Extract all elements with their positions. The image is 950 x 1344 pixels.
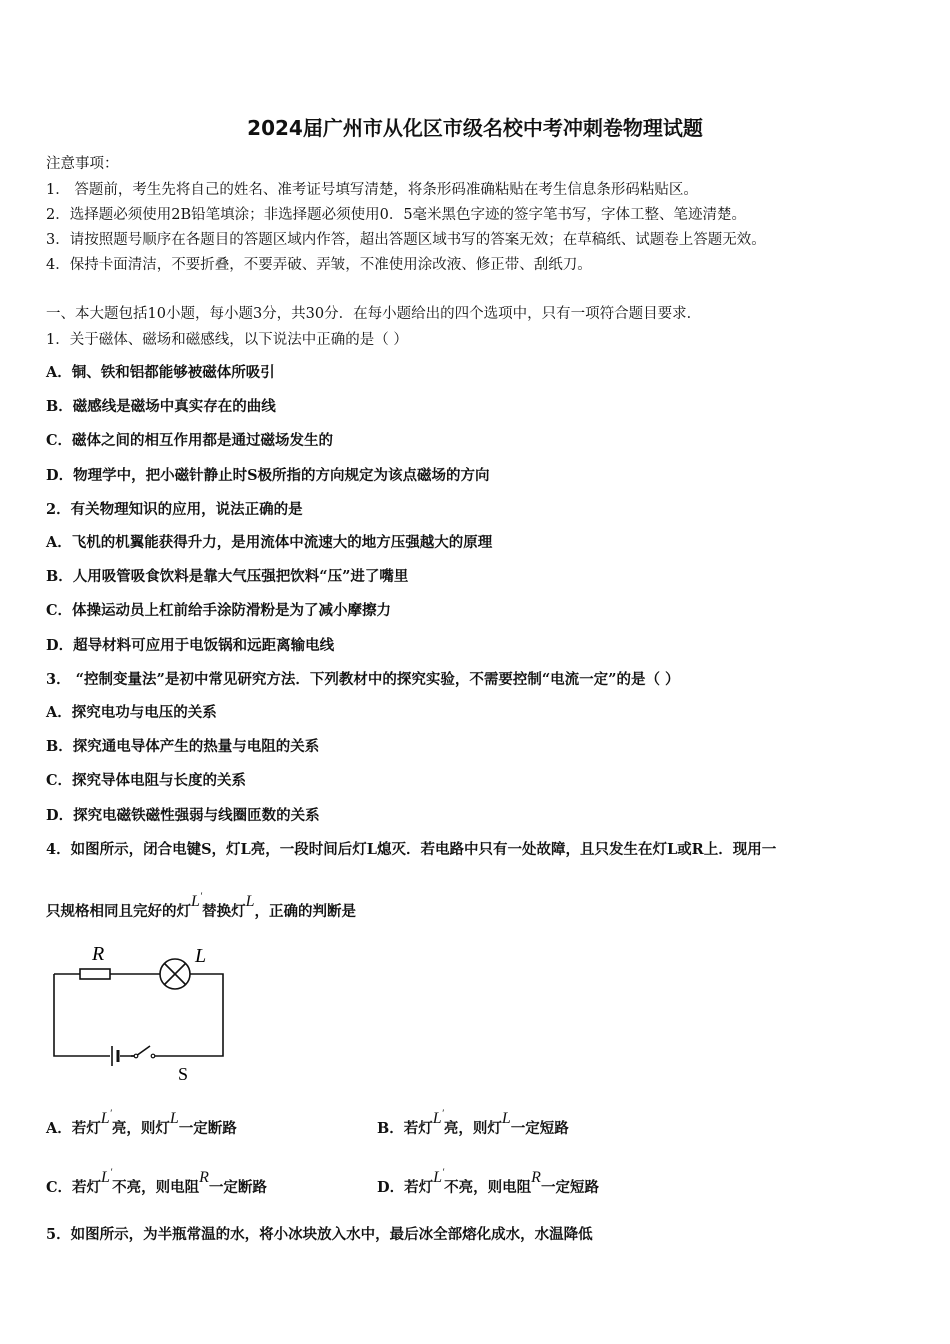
q2-option-d: D．超导材料可应用于电饭锅和远距离输电线: [46, 637, 335, 654]
q4-option-b: B．若灯L′亮，则灯L一定短路: [377, 1108, 569, 1137]
q3-option-d: D．探究电磁铁磁性强弱与线圈匝数的关系: [46, 807, 320, 824]
notice-heading: 注意事项：: [46, 156, 119, 172]
symbol-l: L: [169, 1110, 179, 1127]
question-4-stem: 4．如图所示，闭合电键S，灯L亮，一段时间后灯L熄灭．若电路中只有一处故障，且只发生在灯L或R上．现用一: [46, 841, 777, 858]
q4-option-a: A．若灯L′亮，则灯L一定断路: [46, 1108, 237, 1137]
symbol-l: L: [501, 1110, 511, 1127]
q4-text: 替换灯: [202, 903, 246, 920]
q3-option-b: B．探究通电导体产生的热量与电阻的关系: [46, 738, 320, 755]
q3-option-a: A．探究电功与电压的关系: [46, 704, 217, 721]
question-1-stem: 1．关于磁体、磁场和磁感线，以下说法中正确的是（ ）: [46, 332, 408, 348]
symbol-r: R: [531, 1169, 541, 1186]
q1-option-c: C．磁体之间的相互作用都是通过磁场发生的: [46, 432, 334, 449]
symbol-l-prime: L′: [432, 1108, 444, 1127]
switch-symbol: [131, 1046, 155, 1058]
q1-option-a: A．铜、铁和铝都能够被磁体所吸引: [46, 364, 275, 381]
q4-option-c: C．若灯L′不亮，则电阻R一定断路: [46, 1167, 267, 1196]
q1-option-d: D．物理学中，把小磁针静止时S极所指的方向规定为该点磁场的方向: [46, 467, 490, 484]
label-l: L: [195, 945, 207, 967]
label-s: S: [178, 1064, 189, 1084]
symbol-l-prime: L′: [191, 891, 203, 910]
symbol-r: R: [199, 1169, 209, 1186]
battery-symbol: [112, 1046, 118, 1066]
q4-text: ，正确的判断是: [254, 903, 356, 920]
symbol-l: L: [245, 893, 255, 910]
q4-text: 只规格相同且完好的灯: [46, 903, 191, 920]
circuit-diagram: [48, 940, 238, 1085]
q2-option-b: B．人用吸管吸食饮料是靠大气压强把饮料“压”进了嘴里: [46, 568, 409, 585]
notice-item: 2．选择题必须使用2B铅笔填涂；非选择题必须使用0．5毫米黑色字迹的签字笔书写，字体工整、笔迹清楚。: [46, 207, 747, 223]
symbol-l-prime: L′: [433, 1167, 445, 1186]
notice-item: 4．保持卡面清洁，不要折叠，不要弄破、弄皱，不准使用涂改液、修正带、刮纸刀。: [46, 257, 592, 273]
q3-option-c: C．探究导体电阻与长度的关系: [46, 772, 247, 789]
section-heading: 一、本大题包括10小题，每小题3分，共30分．在每小题给出的四个选项中，只有一项符合题目要求．: [46, 306, 702, 322]
question-2-stem: 2．有关物理知识的应用，说法正确的是: [46, 501, 303, 518]
page-title: 2024届广州市从化区市级名校中考冲刺卷物理试题: [247, 116, 703, 140]
question-3-stem: 3． “控制变量法”是初中常见研究方法．下列教材中的探究实验，不需要控制“电流一定”的是（ ）: [46, 671, 680, 688]
symbol-l-prime: L′: [101, 1167, 113, 1186]
q4-option-d: D．若灯L′不亮，则电阻R一定短路: [377, 1167, 599, 1196]
resistor-symbol: [80, 969, 110, 979]
symbol-l-prime: L′: [100, 1108, 112, 1127]
label-r: R: [92, 943, 105, 965]
question-5-stem: 5．如图所示，为半瓶常温的水，将小冰块放入水中，最后冰全部熔化成水，水温降低: [46, 1226, 593, 1243]
lamp-symbol: [160, 959, 190, 989]
q1-option-b: B．磁感线是磁场中真实存在的曲线: [46, 398, 276, 415]
question-4-stem-cont: [46, 891, 356, 921]
notice-item: 3．请按照题号顺序在各题目的答题区域内作答，超出答题区域书写的答案无效；在草稿纸、试题卷上答题无效。: [46, 232, 766, 248]
notice-item: 1． 答题前，考生先将自己的姓名、准考证号填写清楚，将条形码准确粘贴在考生信息条形码粘贴区。: [46, 182, 698, 198]
q2-option-a: A．飞机的机翼能获得升力，是用流体中流速大的地方压强越大的原理: [46, 534, 493, 551]
q2-option-c: C．体操运动员上杠前给手涂防滑粉是为了减小摩擦力: [46, 602, 392, 619]
